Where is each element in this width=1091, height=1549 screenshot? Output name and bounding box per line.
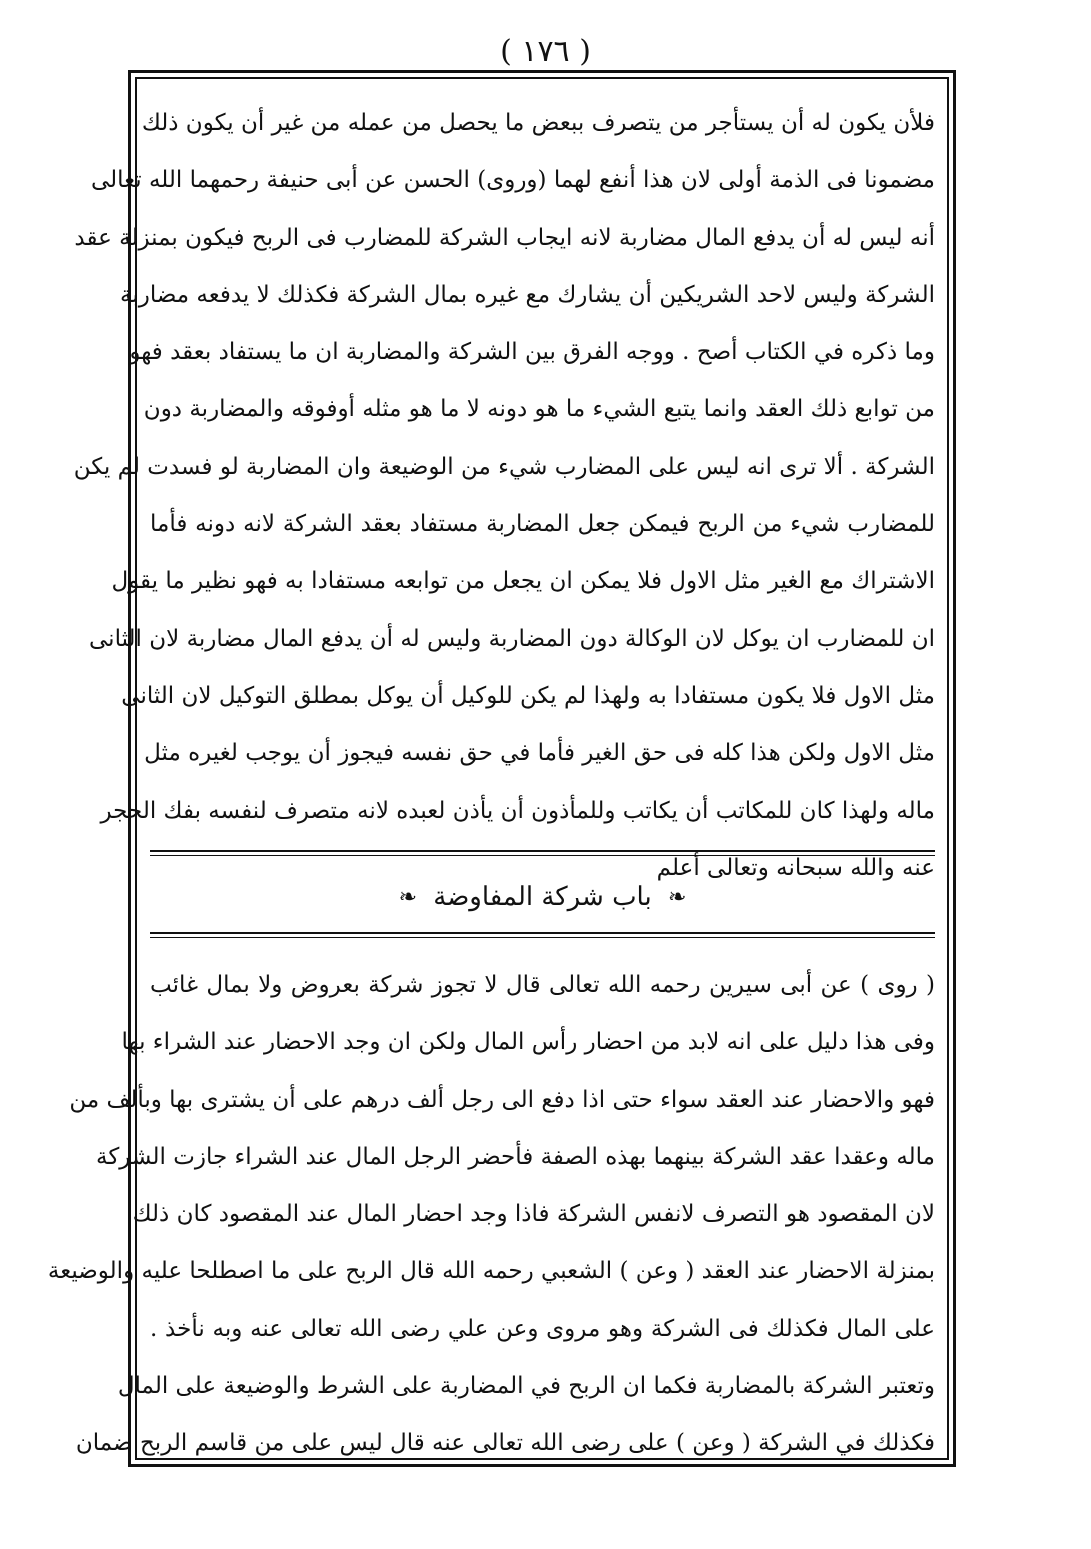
text-line: مثل الاول ولكن هذا كله فى حق الغير فأما في حق نفسه فيجوز أن يوجب لغيره مثل [144,740,935,767]
text-line: ماله وعقدا عقد الشركة بينهما بهذه الصفة فأحضر الرجل المال عند الشراء جازت الشركة [96,1143,935,1170]
paragraph-2 [47,957,935,1473]
text-line: وتعتبر الشركة بالمضاربة فكما ان الربح في المضاربة على الشرط والوضيعة على المال [117,1373,935,1400]
text-line: بمنزلة الاحضار عند العقد ( وعن ) الشعبي رحمه الله قال الربح على ما اصطلحا عليه والوضيعة [47,1258,935,1285]
text-line: مثل الاول فلا يكون مستفادا به ولهذا لم يكن للوكيل أن يوكل بمطلق التوكيل لان الثانى [121,682,935,709]
text-line: لان المقصود هو التصرف لانفس الشركة فاذا وجد احضار المال عند المقصود كان ذلك [132,1201,935,1228]
text-line: الشركة وليس لاحد الشريكين أن يشارك مع غيره بمال الشركة فكذلك لا يدفعه مضاربة [119,281,935,308]
divider-bottom [150,932,935,938]
ornament-icon: ❧ [667,885,687,910]
text-line: فهو والاحضار عند العقد سواء حتى اذا دفع الى رجل ألف درهم على أن يشترى بها وبألف من [69,1086,935,1113]
text-line: للمضارب شيء من الربح فيمكن جعل المضاربة مستفاد بعقد الشركة لانه دونه فأما [150,511,935,538]
page-number: ( ١٧٦ ) [500,34,591,69]
text-line: الاشتراك مع الغير مثل الاول فلا يمكن ان يجعل من توابعه مستفادا به فهو نظير ما يقول [111,568,935,595]
text-line: ماله ولهذا كان للمكاتب أن يكاتب وللمأذون أن يأذن لعبده لانه متصرف لنفسه بفك الحجر [100,797,935,824]
text-line: الشركة . ألا ترى انه ليس على المضارب شيء من الوضيعة وان المضاربة لو فسدت لم يكن [73,453,935,480]
text-line: فكذلك في الشركة ( وعن ) على رضى الله تعالى عنه قال ليس على من قاسم الربح ضمان [75,1430,935,1457]
text-line: أنه ليس له أن يدفع المال مضاربة لانه ايجاب الشركة للمضارب فى الربح فيكون بمنزلة عقد [74,224,935,251]
text-line: فلأن يكون له أن يستأجر من يتصرف ببعض ما يحصل من عمله من غير أن يكون ذلك [141,110,935,136]
ornament-icon: ❧ [398,885,418,910]
divider-top [150,850,935,856]
text-line: من توابع ذلك العقد وانما يتبع الشيء ما هو دونه لا ما هو مثله أوفوقه والمضاربة دون [143,396,935,423]
paragraph-1 [73,95,935,897]
text-line: مضمونا فى الذمة أولى لان هذا أنفع لهما (وروى) الحسن عن أبى حنيفة رحمهما الله تعالى [90,167,935,194]
text-line: وفى هذا دليل على انه لابد من احضار رأس المال ولكن ان وجد الاحضار عند الشراء بها [121,1029,935,1056]
text-line: ان للمضارب ان يوكل لان الوكالة دون المضاربة وليس له أن يدفع المال مضاربة لان الثانى [89,625,935,652]
chapter-heading [150,872,935,923]
text-line: على المال فكذلك فى الشركة وهو مروى وعن علي رضى الله تعالى عنه وبه نأخذ . [150,1315,935,1342]
chapter-title: باب شركة المفاوضة [433,882,652,912]
text-line: ( روى ) عن أبى سيرين رحمه الله تعالى قال لا تجوز شركة بعروض ولا بمال غائب [150,972,935,998]
text-line: عنه والله سبحانه وتعالى أعلم [656,854,935,881]
text-line: وما ذكره في الكتاب أصح . ووجه الفرق بين الشركة والمضاربة ان ما يستفاد بعقد فهو [129,339,935,366]
